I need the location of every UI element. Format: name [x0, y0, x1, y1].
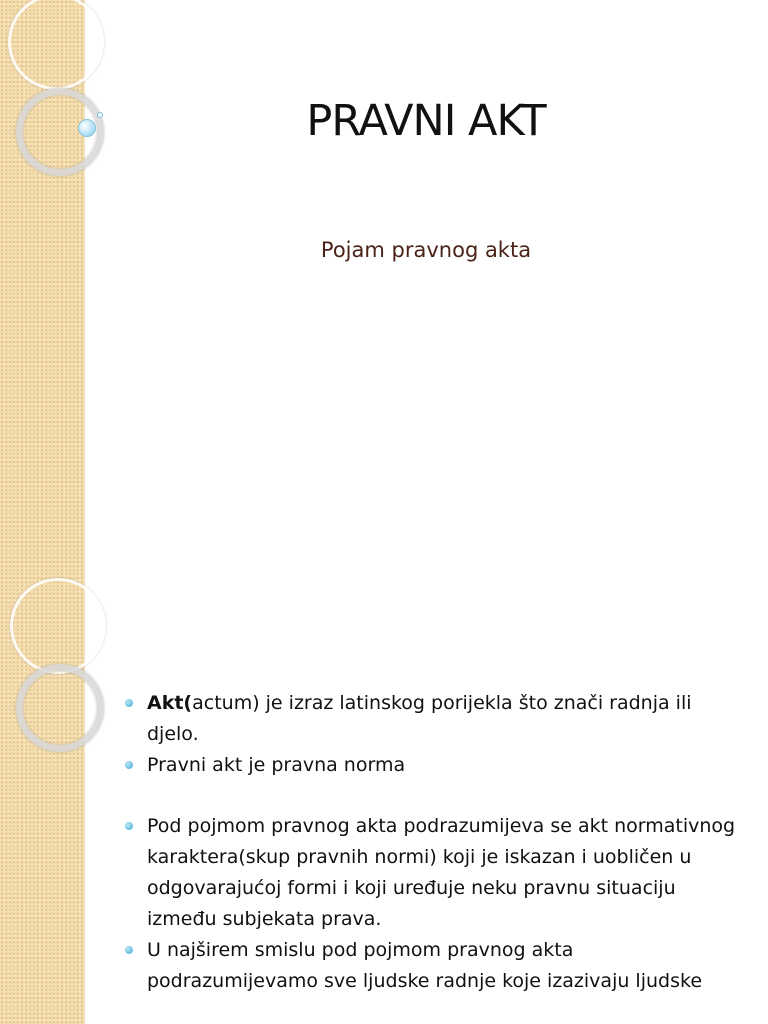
bullet-item [124, 750, 748, 781]
bullet-text: U najširem smislu pod pojmom pravnog akta podrazumijevamo sve ljudske radnje koje izazivaju ljudske [147, 939, 703, 992]
bullet-text: Pod pojmom pravnog akta podrazumijeva se akt normativnog karaktera(skup pravnih normi) koji je iskazan i uobličen u odgovarajućoj formi i koji uređuje neku pravnu situaciju između subjekata prava. [147, 815, 736, 930]
bullet-text: actum) je izraz latinskog porijekla što znači radnja ili djelo. [147, 692, 692, 745]
decorative-ring-icon [10, 578, 106, 674]
bullet-list [124, 688, 748, 997]
decorative-sidebar [0, 0, 85, 576]
bullet-text: Pravni akt je pravna norma [147, 754, 406, 776]
bullet-item [124, 688, 748, 750]
decorative-ring-icon [8, 0, 104, 90]
bullet-item [124, 811, 748, 935]
decorative-sidebar [0, 576, 85, 1024]
slide-subtitle: Pojam pravnog akta [320, 238, 532, 262]
bullet-term: Akt( [147, 692, 193, 714]
decorative-ring-icon [16, 664, 104, 752]
slide-title: PRAVNI AKT [306, 96, 546, 146]
bullet-item [124, 935, 748, 997]
slide-2 [0, 576, 768, 1024]
